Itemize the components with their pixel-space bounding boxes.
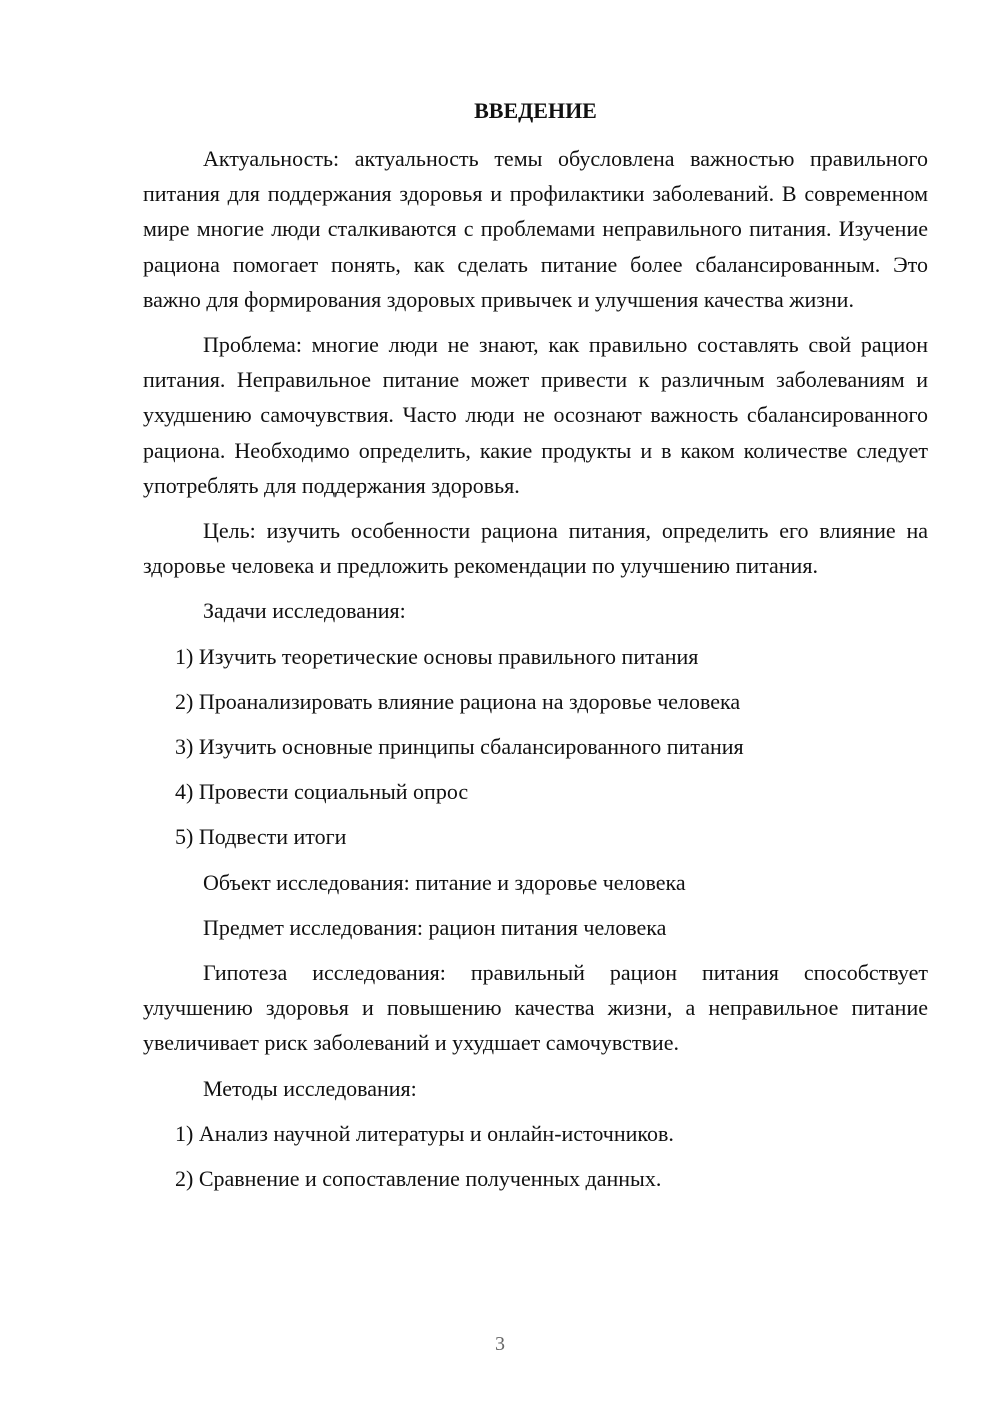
research-subject: Предмет исследования: рацион питания человека bbox=[203, 914, 667, 940]
task-item: 3) Изучить основные принципы сбалансированного питания bbox=[175, 734, 744, 760]
task-item: 2) Проанализировать влияние рациона на здоровье человека bbox=[175, 688, 741, 714]
task-item: 4) Провести социальный опрос bbox=[175, 779, 469, 805]
document-page bbox=[143, 95, 928, 1206]
problem-paragraph: Проблема: многие люди не знают, как правильно составлять свой рацион питания. Неправильное питание может привести к различным заболеваниям и ухудшению самочувствия. Часто люди не осознают важность сбалансированного рациона. Необходимо определить, какие продукты и в каком количестве следует употреблять для поддержания здоровья. bbox=[143, 332, 928, 498]
goal-paragraph: Цель: изучить особенности рациона питания, определить его влияние на здоровье человека и предложить рекомендации по улучшению питания. bbox=[143, 518, 928, 579]
task-item: 1) Изучить теоретические основы правильного питания bbox=[175, 643, 699, 669]
tasks-heading: Задачи исследования: bbox=[203, 598, 406, 624]
hypothesis-paragraph: Гипотеза исследования: правильный рацион питания способствует улучшению здоровья и повышению качества жизни, а неправильное питание увеличивает риск заболеваний и ухудшает самочувствие. bbox=[143, 960, 928, 1056]
page-number: 3 bbox=[495, 1333, 505, 1355]
methods-heading: Методы исследования: bbox=[203, 1075, 417, 1101]
task-item: 5) Подвести итоги bbox=[175, 824, 347, 850]
page-title: ВВЕДЕНИЕ bbox=[474, 98, 597, 123]
relevance-paragraph: Актуальность: актуальность темы обусловлена важностью правильного питания для поддержания здоровья и профилактики заболеваний. В современном мире многие люди сталкиваются с проблемами неправильного питания. Изучение рациона помогает понять, как сделать питание более сбалансированным. Это важно для формирования здоровых привычек и улучшения качества жизни. bbox=[143, 146, 928, 312]
research-object: Объект исследования: питание и здоровье человека bbox=[203, 869, 686, 895]
method-item: 1) Анализ научной литературы и онлайн-источников. bbox=[175, 1120, 674, 1146]
method-item: 2) Сравнение и сопоставление полученных данных. bbox=[175, 1166, 662, 1192]
